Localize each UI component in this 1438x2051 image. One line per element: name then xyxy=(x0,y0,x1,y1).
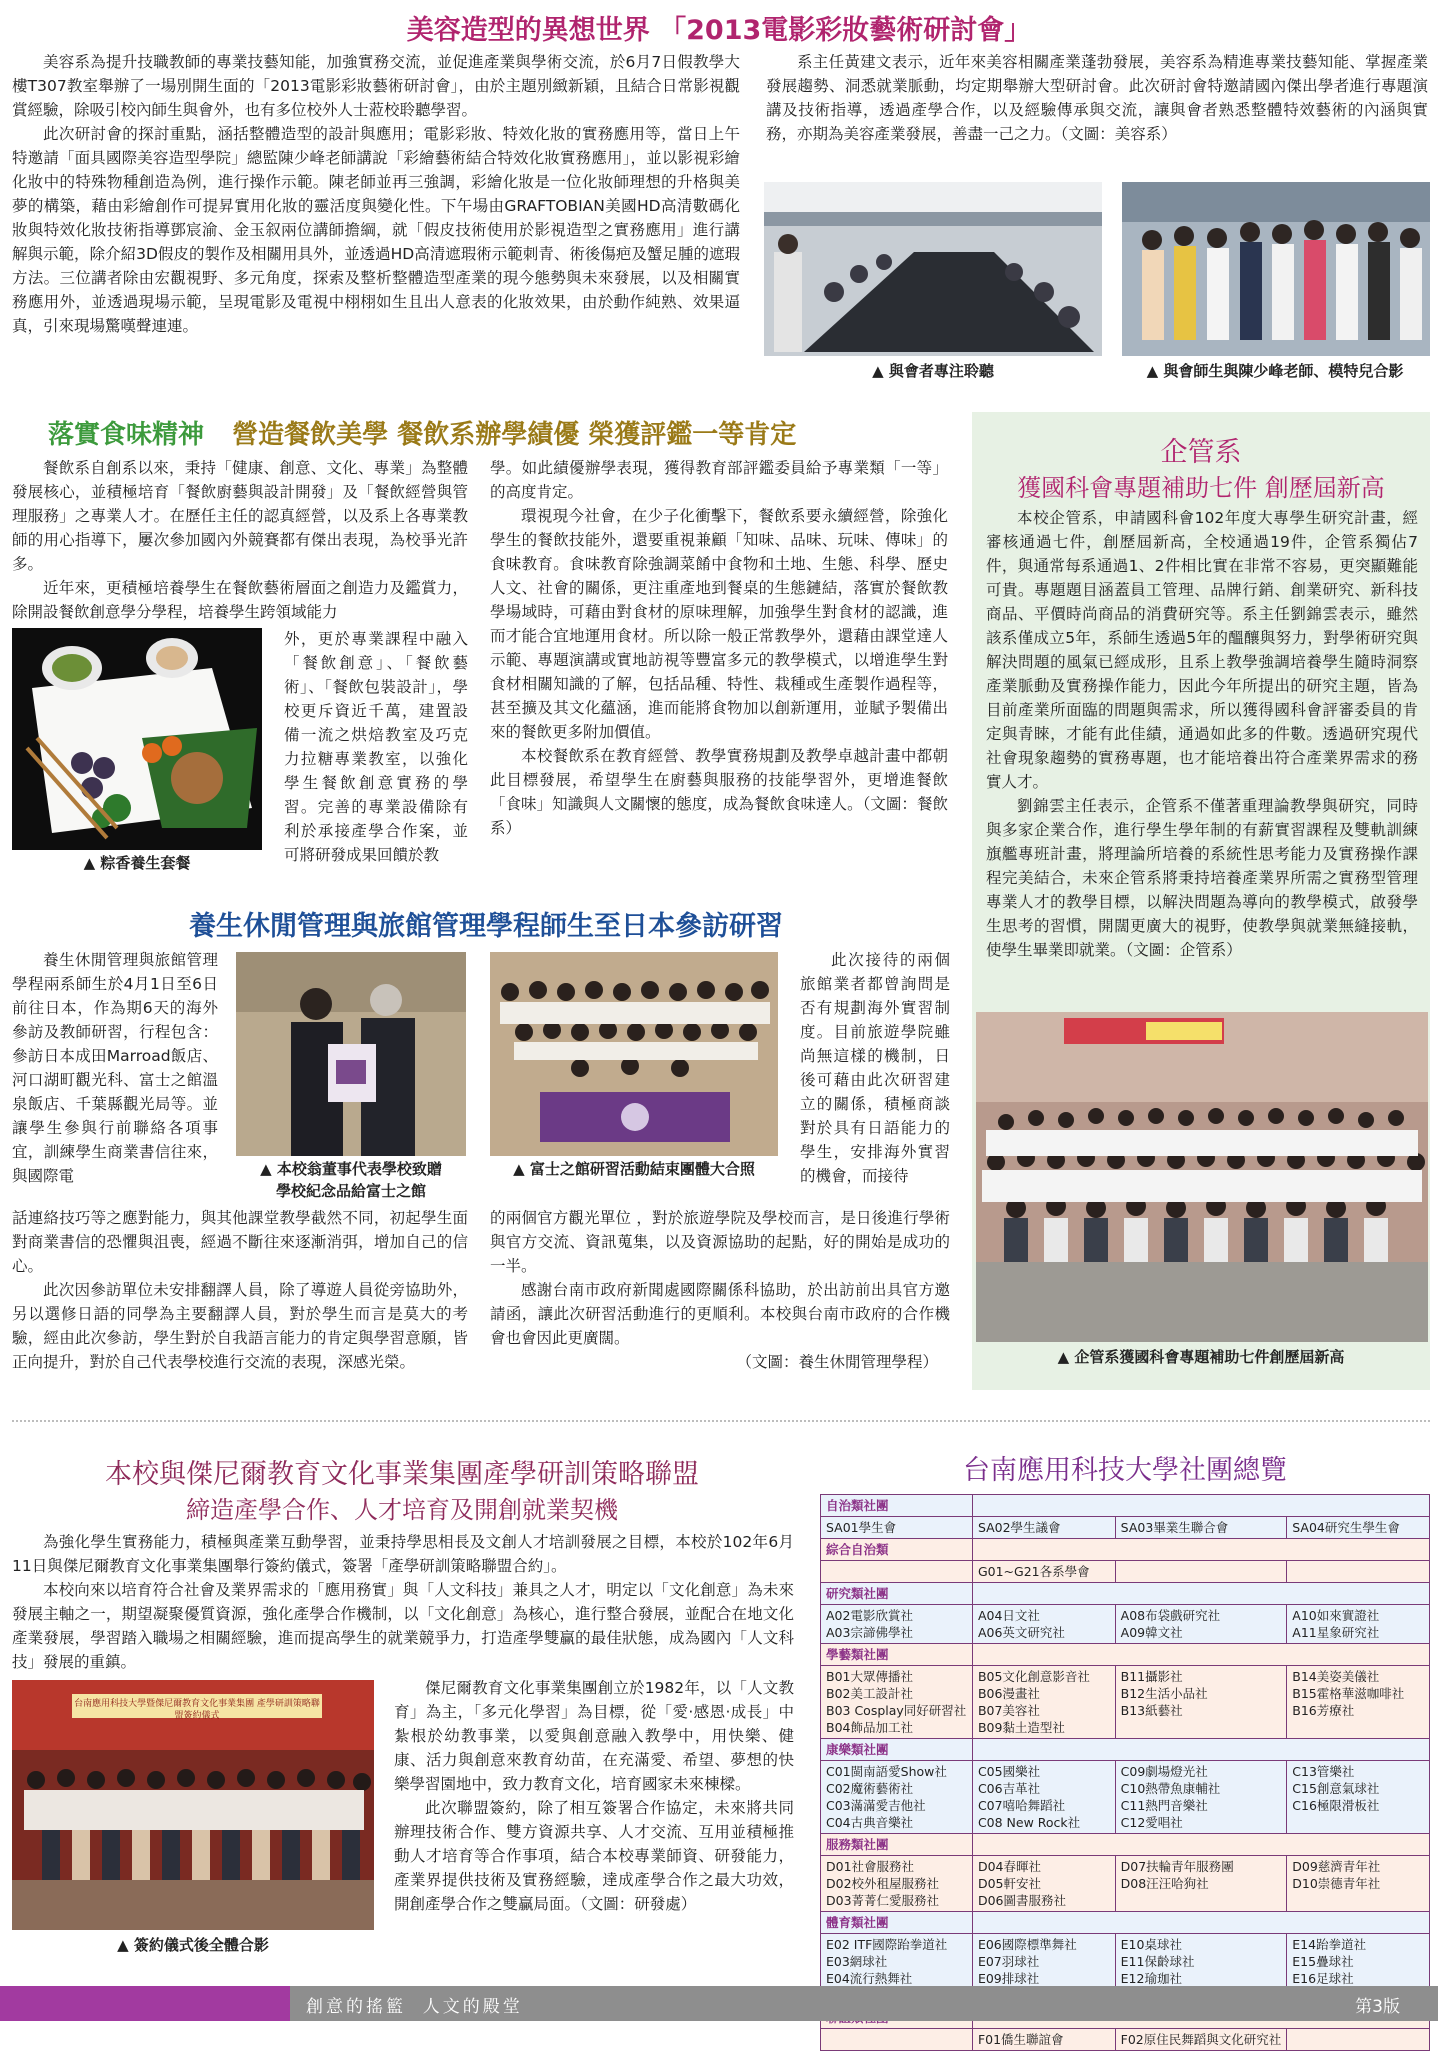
club-cell xyxy=(972,1561,1115,1583)
club-category-label: 體育類社團 xyxy=(821,1912,973,1934)
footer-page-number: 第3版 xyxy=(1355,1997,1400,2017)
club-name xyxy=(826,2031,967,2048)
club-name: E02 ITF國際跆拳道社 xyxy=(826,1937,948,1952)
club-category-spacer xyxy=(972,1644,1429,1666)
club-name: B15霍格華滋咖啡社 xyxy=(1292,1686,1405,1701)
club-name xyxy=(1292,2031,1424,2048)
club-category-label: 綜合自治類 xyxy=(821,1539,973,1561)
club-name: D01社會服務社 xyxy=(826,1859,915,1874)
article-title-japan-visit: 養生休閒管理與旅館管理學程師生至日本參訪研習 xyxy=(189,911,783,942)
club-category-row xyxy=(821,1912,1430,1934)
paragraph: 此次聯盟簽約，除了相互簽署合作協定，未來將共同辦理技術合作、雙方資源共享、人才交流、互用並積極推動人才培育等合作事項，結合本校專業師資、研發能力，產業界提供技術及實務經驗，達成產學合作之最大功效，開創產學合作之雙贏局面。（文圖：研發處） xyxy=(394,1799,794,1913)
club-row xyxy=(821,1561,1430,1583)
paragraph: 近年來，更積極培養學生在餐飲藝術層面之創造力及鑑賞力，除開設餐飲創意學分學程，培養學生跨領域能力 xyxy=(12,579,468,621)
club-name: B14美姿美儀社 xyxy=(1292,1669,1380,1684)
paragraph: 此次接待的兩個旅館業者都曾詢問是否有規劃海外實習制度。目前旅遊學院雖尚無這樣的機制，日後可藉由此次研習建立的關係，積極商談對於具有日語能力的學生，安排海外實習的機會，而接待 xyxy=(800,951,950,1185)
article-body-jenier-right xyxy=(394,1676,794,1964)
club-name: C05國樂社 xyxy=(977,1764,1041,1779)
club-name: B06漫畫社 xyxy=(977,1686,1040,1701)
club-category-row xyxy=(821,1739,1430,1761)
club-table-title: 台南應用科技大學社團總覽 xyxy=(963,1455,1287,1486)
paragraph: 外，更於專業課程中融入「餐飲創意」、「餐飲藝術」、「餐飲包裝設計」，學校更斥資近千萬，建置設備一流之烘焙教室及巧克力拉糖專業教室，以強化學生餐飲創意實務的學習。完善的專業設備除有利於承接產學合作案，並可將研發成果回饋於教 xyxy=(284,630,468,864)
club-cell xyxy=(1115,1605,1287,1644)
club-name: E14跆拳道社 xyxy=(1292,1937,1367,1952)
article-body-jenier-top xyxy=(12,1530,794,1674)
club-name: C08 New Rock社 xyxy=(977,1815,1081,1830)
article-body-business xyxy=(986,506,1418,1000)
club-name: D07扶輪青年服務團 xyxy=(1120,1859,1234,1874)
club-name: A06英文研究社 xyxy=(977,1625,1065,1640)
club-name: C12愛唱社 xyxy=(1120,1815,1183,1830)
club-name: B11攝影社 xyxy=(1120,1669,1183,1684)
photo-business-students xyxy=(976,1012,1428,1342)
club-cell xyxy=(1287,1761,1430,1834)
photo-gift-presentation xyxy=(236,952,466,1156)
club-cell xyxy=(1115,2029,1287,2051)
paragraph: 本校企管系，申請國科會102年度大專學生研究計畫，經審核通過七件，創歷屆新高，全校通過19件，企管系獨佔7件，與通常每系通過1、2件相比實在非常不容易，更突顯難能可貴。專題題目涵蓋員工管理、品牌行銷、創業研究、新科技商品、平價時尚商品的消費研究等。系主任劉錦雲表示，雖然該系僅成立5年，系師生透過5年的醞釀與努力，對學術研究與解決問題的風氣已經成形，且系上教學強調培養學生隨時洞察產業脈動及實務操作能力，因此今年所提出的研究主題，皆為目前產業所面臨的問題與需求，所以獲得國科會評審委員的肯定與青睞，才能有此佳績，通過如此多的件數。透過研究現代社會現象趨勢的實務專題，也才能培養出符合產業界需求的務實人才。 xyxy=(986,509,1418,791)
article-body-culinary-col2 xyxy=(490,456,948,858)
paragraph: 話連絡技巧等之應對能力，與其他課堂教學截然不同，初起學生面對商業書信的恐懼與沮喪，經過不斷往來逐漸消弭，增加自己的信心。 xyxy=(12,1209,468,1275)
club-cell xyxy=(821,1605,973,1644)
article-title-business-2: 獲國科會專題補助七件 創歷屆新高 xyxy=(1017,474,1385,502)
club-cell xyxy=(821,1517,973,1539)
club-name: B01大眾傳播社 xyxy=(826,1669,913,1684)
photo-caption: ▲ 企管系獲國科會專題補助七件創歷屆新高 xyxy=(1057,1348,1345,1366)
club-name: B07美容社 xyxy=(977,1703,1040,1718)
club-category-row xyxy=(821,1834,1430,1856)
paragraph: 環視現今社會，在少子化衝擊下，餐飲系要永續經營，除強化學生的餐飲技能外，還要重視兼顧「知味、品味、玩味、傳味」的食味教育。食味教育除強調菜餚中食物和土地、生態、科學、歷史人文、社會的關係，更注重產地到餐桌的生態鏈結，落實於餐飲教學場域時，可藉由對食材的原味理解，加強學生對食材的認識，進而才能合宜地運用食材。所以除一般正常教學外，還藉由課堂達人示範、專題演講或實地訪視等豐富多元的教學模式，以增進學生對食材相關知識的了解，包括品種、特性、栽種或生產製作過程等，甚至擴及其文化蘊涵，進而能將食物加以創新運用，並賦予製備出來的餐飲更多附加價值。 xyxy=(490,507,948,741)
club-name: A03宗諦佛學社 xyxy=(826,1625,913,1640)
club-category-spacer xyxy=(972,1912,1429,1934)
club-name: E11保齡球社 xyxy=(1120,1954,1195,1969)
club-cell xyxy=(972,1761,1115,1834)
club-cell xyxy=(821,1666,973,1739)
club-name: E03網球社 xyxy=(826,1954,888,1969)
club-name: E04流行熱舞社 xyxy=(826,1971,913,1986)
title-part: 營造餐飲美學 餐飲系辦學績優 榮獲評鑑一等肯定 xyxy=(232,420,797,450)
club-name: B04飾品加工社 xyxy=(826,1720,913,1735)
club-category-spacer xyxy=(972,1539,1429,1561)
club-name: D09慈濟青年社 xyxy=(1292,1859,1381,1874)
club-name: C11熱門音樂社 xyxy=(1120,1798,1208,1813)
club-cell xyxy=(1287,1517,1430,1539)
club-name: C04古典音樂社 xyxy=(826,1815,914,1830)
club-row xyxy=(821,2029,1430,2051)
article-title-jenier-1: 本校與傑尼爾教育文化事業集團產學研訓策略聯盟 xyxy=(105,1459,699,1490)
club-name xyxy=(1292,1563,1424,1580)
footer-slogan: 創意的搖籃 人文的殿堂 xyxy=(306,1997,523,2017)
club-name: C07嘻哈舞蹈社 xyxy=(977,1798,1066,1813)
club-name: B09黏土造型社 xyxy=(977,1720,1065,1735)
club-name: E06國際標準舞社 xyxy=(977,1937,1077,1952)
club-name: C16極限滑板社 xyxy=(1292,1798,1380,1813)
club-name: C15創意氣球社 xyxy=(1292,1781,1380,1796)
club-name: D04春暉社 xyxy=(977,1859,1041,1874)
paragraph: 美容系為提升技職教師的專業技藝知能，加強實務交流，並促進產業與學術交流，於6月7日假教學大樓T307教室舉辦了一場別開生面的「2013電影彩妝藝術研討會」，由於主題別緻新穎，且結合日常影視觀賞經驗，除吸引校內師生與會外，也有多位校外人士蒞校聆聽學習。 xyxy=(12,53,740,119)
club-name: D10崇德青年社 xyxy=(1292,1876,1381,1891)
club-name: C13管樂社 xyxy=(1292,1764,1355,1779)
article-credit-japan: （文圖：養生休閒管理學程） xyxy=(736,1353,938,1371)
title-part: 落實食味精神 xyxy=(48,420,205,450)
club-name: D03菁菁仁愛服務社 xyxy=(826,1893,940,1908)
photo-group-with-teacher xyxy=(1122,182,1430,356)
paragraph: 感謝台南市政府新聞處國際關係科協助，於出訪前出具官方邀請函，讓此次研習活動進行的更順利。本校與台南市政府的合作機會也會因此更廣闊。 xyxy=(490,1281,950,1347)
photo-caption: ▲ 與會師生與陳少峰老師、模特兒合影 xyxy=(1146,362,1404,380)
paragraph: 的兩個官方觀光單位 ，對於旅遊學院及學校而言，是日後進行學術與官方交流、資訊蒐集，以及資源協助的起點，好的開始是成功的一半。 xyxy=(490,1209,950,1275)
club-cell xyxy=(1115,1517,1287,1539)
club-cell xyxy=(972,1605,1115,1644)
club-name: A09韓文社 xyxy=(1120,1625,1183,1640)
club-name: D08汪汪哈狗社 xyxy=(1120,1876,1209,1891)
club-cell xyxy=(1287,1666,1430,1739)
club-cell xyxy=(1287,1605,1430,1644)
club-name xyxy=(826,1563,967,1580)
paragraph: 此次研討會的探討重點，涵括整體造型的設計與應用；電影彩妝、特效化妝的實務應用等，當日上午特邀請「面具國際美容造型學院」總監陳少峰老師講說「彩繪藝術結合特效化妝實務應用」，並以影視彩繪化妝中的特殊物種創造為例，進行操作示範。陳老師並再三強調，彩繪化妝是一位化妝師理想的升格與美夢的構築，藉由彩繪創作可提昇實用化妝的靈活度與變化性。下午場由GRAFTOBIAN美國HD高清數碼化妝與特效化妝技術指導鄧宸渝、金玉叙兩位講師擔綱，就「假皮技術使用於影視造型之實務應用」進行講解與示範，除介紹3D假皮的製作及相關用具外，並透過HD高清遮瑕術示範刺青、術後傷疤及蟹足腫的遮瑕方法。三位講者除由宏觀視野、多元角度，探索及整析整體造型產業的現今態勢與未來發展，以及相關實務應用外，並透過現場示範，呈現電影及電視中栩栩如生且出人意表的化妝效果，由於動作純熟、效果逼真，引來現場驚嘆聲連連。 xyxy=(12,125,740,335)
article-title-business-1: 企管系 xyxy=(1160,437,1242,468)
club-name: E09排球社 xyxy=(977,1971,1040,1986)
photo-caption: ▲ 本校翁董事代表學校致贈 xyxy=(260,1160,442,1178)
paragraph: 餐飲系自創系以來，秉持「健康、創意、文化、專業」為整體發展核心，並積極培育「餐飲廚藝與設計開發」及「餐飲經營與管理服務」之專業人才。在歷任主任的認真經營，以及系上各專業教師的用心指導下，屢次參加國內外競賽都有傑出表現，為校爭光許多。 xyxy=(12,459,468,573)
club-category-row xyxy=(821,1583,1430,1605)
club-name: B16芳療社 xyxy=(1292,1703,1355,1718)
photo-group-fuji-hotel xyxy=(490,952,778,1156)
club-name: E07羽球社 xyxy=(977,1954,1040,1969)
club-cell xyxy=(821,1856,973,1912)
club-table xyxy=(820,1494,1430,2051)
club-name: B05文化創意影音社 xyxy=(977,1669,1090,1684)
club-name: A08布袋戲研究社 xyxy=(1120,1608,1221,1623)
club-name: A04日文社 xyxy=(977,1608,1040,1623)
club-name: A11星象研究社 xyxy=(1292,1625,1380,1640)
photo-caption: ▲ 簽約儀式後全體合影 xyxy=(117,1936,269,1954)
club-category-spacer xyxy=(972,1583,1429,1605)
club-cell xyxy=(972,1517,1115,1539)
photo-caption: ▲ 富士之館研習活動結束團體大合照 xyxy=(513,1160,755,1178)
club-name: E16足球社 xyxy=(1292,1971,1354,1986)
club-row xyxy=(821,1856,1430,1912)
photo-caption: ▲ 粽香養生套餐 xyxy=(83,854,191,872)
club-cell xyxy=(821,1561,973,1583)
club-cell xyxy=(1115,1856,1287,1912)
club-name: C10熱帶魚康輔社 xyxy=(1120,1781,1221,1796)
club-cell xyxy=(1287,1856,1430,1912)
footer-bar xyxy=(0,1986,1438,2021)
club-cell xyxy=(1287,1561,1430,1583)
club-cell xyxy=(972,1856,1115,1912)
club-category-label: 服務類社團 xyxy=(821,1834,973,1856)
photo-caption: 學校紀念品給富士之館 xyxy=(275,1182,426,1200)
club-category-spacer xyxy=(972,1495,1429,1517)
club-cell xyxy=(821,2029,973,2051)
club-name: D06圖書服務社 xyxy=(977,1893,1066,1908)
club-name: C06吉革社 xyxy=(977,1781,1041,1796)
club-cell xyxy=(972,2029,1115,2051)
club-category-spacer xyxy=(972,1834,1429,1856)
club-name: D05軒安社 xyxy=(977,1876,1041,1891)
article-body-japan-left-bottom xyxy=(12,1206,468,1398)
club-name: A10如來實證社 xyxy=(1292,1608,1380,1623)
section-divider xyxy=(12,1420,1430,1422)
club-name: C03滿滿愛吉他社 xyxy=(826,1798,926,1813)
club-name: E15疊球社 xyxy=(1292,1954,1354,1969)
footer-accent xyxy=(0,1986,290,2021)
club-cell xyxy=(1115,1761,1287,1834)
article-body-japan-col4 xyxy=(800,948,950,1204)
club-category-label: 研究類社團 xyxy=(821,1583,973,1605)
paragraph: 養生休閒管理與旅館管理學程兩系師生於4月1日至6日前往日本，作為期6天的海外參訪及教師研習，行程包含：參訪日本成田Marroad飯店、河口湖町觀光科、富士之館溫泉飯店、千葉縣觀光局等。並讓學生參與行前聯絡各項事宜，訓練學生商業書信往來，與國際電 xyxy=(12,951,218,1185)
article-body-japan-col1 xyxy=(12,948,218,1204)
club-cell xyxy=(821,1761,973,1834)
club-name: SA03畢業生聯合會 xyxy=(1120,1520,1229,1535)
club-name: E10桌球社 xyxy=(1120,1937,1182,1952)
club-name: C01閩南語愛Show社 xyxy=(826,1764,947,1779)
club-name: D02校外租屋服務社 xyxy=(826,1876,940,1891)
club-name: F02原住民舞蹈與文化研究社 xyxy=(1120,2032,1282,2047)
club-category-label: 自治類社團 xyxy=(821,1495,973,1517)
article-body-makeup-right xyxy=(766,50,1428,172)
article-body-makeup-left xyxy=(12,50,740,380)
club-name: E12瑜珈社 xyxy=(1120,1971,1182,1986)
article-body-culinary-col1-side xyxy=(284,627,468,875)
paragraph: 系主任黃建文表示，近年來美容相關產業蓬勃發展，美容系為精進專業技藝知能、掌握產業發展趨勢、洞悉就業脈動，均定期舉辦大型研討會。此次研討會特邀請國內傑出學者進行專題演講及技術指導，透過產學合作，以及經驗傳承與交流，讓與會者熟悉整體特效藝術的內涵與實務，亦期為美容產業發展，善盡一己之力。（文圖：美容系） xyxy=(766,53,1428,143)
photo-signing-ceremony xyxy=(12,1680,374,1930)
paragraph: 傑尼爾教育文化事業集團創立於1982年，以「人文教育」為主，「多元化學習」為目標，從「愛‧感恩‧成長」中紮根於幼教事業，以愛與創意融入教學中，用快樂、健康、活力與創意來教育幼苗，在充滿愛、希望、夢想的快樂學習園地中，致力教育文化，培育國家未來棟樑。 xyxy=(394,1679,794,1793)
club-cell xyxy=(1115,1666,1287,1739)
club-name: SA01學生會 xyxy=(826,1520,897,1535)
club-name: B12生活小品社 xyxy=(1120,1686,1208,1701)
club-category-row xyxy=(821,1644,1430,1666)
club-table-grid xyxy=(820,1494,1430,2051)
club-cell xyxy=(1287,2029,1430,2051)
club-category-row xyxy=(821,1539,1430,1561)
club-name: F01僑生聯誼會 xyxy=(977,2032,1064,2047)
club-category-label: 學藝類社團 xyxy=(821,1644,973,1666)
club-row xyxy=(821,1666,1430,1739)
photo-seminar-audience xyxy=(764,182,1102,356)
article-body-japan-right-bottom xyxy=(490,1206,950,1350)
photo-zongzi-set-meal xyxy=(12,628,262,850)
club-name: B13紙藝社 xyxy=(1120,1703,1183,1718)
club-row xyxy=(821,1761,1430,1834)
paragraph: 本校餐飲系在教育經營、教學實務規劃及教學卓越計畫中都朝此目標發展，希望學生在廚藝與服務的技能學習外，更增進餐飲「食味」知識與人文關懷的態度，成為餐飲食味達人。（文圖：餐飲系） xyxy=(490,747,948,837)
club-name: B03 Cosplay同好研習社 xyxy=(826,1703,967,1718)
photo-banner-text: 台南應用科技大學暨傑尼爾教育文化事業集團 產學研訓策略聯盟簽約儀式 xyxy=(74,1699,320,1721)
club-cell xyxy=(1115,1561,1287,1583)
article-title-makeup: 美容造型的異想世界 「2013電影彩妝藝術研討會」 xyxy=(406,15,1032,46)
club-name: G01~G21各系學會 xyxy=(977,1564,1090,1579)
paragraph: 劉錦雲主任表示，企管系不僅著重理論教學與研究，同時與多家企業合作，進行學生學年制的有薪實習課程及雙軌訓練旗艦專班計畫，將理論所培養的系統性思考能力及實務操作課程完美結合，未來企管系將秉持培養產業界所需之實務型管理專業人才的教學目標，以解決問題為導向的教學模式，啟發學生思考的習慣，開闊更廣大的視野，使教學與就業無縫接軌，使學生畢業即就業。（文圖：企管系） xyxy=(986,797,1418,959)
club-category-row xyxy=(821,1495,1430,1517)
paragraph: 本校向來以培育符合社會及業界需求的「應用務實」與「人文科技」兼具之人才，明定以「文化創意」為未來發展主軸之一，期望凝聚優質資源，強化產學合作機制，以「文化創意」為核心，進行整合發展，並配合在地文化產業發展，學習踏入職場之相關經驗，進而提高學生的就業競爭力，打造產學雙贏的最佳狀態，成為國內「人文科技」發展的重鎮。 xyxy=(12,1581,794,1671)
club-row xyxy=(821,1605,1430,1644)
club-name: A02電影欣賞社 xyxy=(826,1608,913,1623)
club-name: C02魔術藝術社 xyxy=(826,1781,914,1796)
article-title-jenier-2: 締造產學合作、人才培育及開創就業契機 xyxy=(186,1496,618,1524)
article-title-culinary xyxy=(48,414,918,451)
club-name xyxy=(1121,1563,1282,1580)
club-cell xyxy=(972,1666,1115,1739)
paragraph: 學。如此績優辦學表現，獲得教育部評鑑委員給予專業類「一等」的高度肯定。 xyxy=(490,459,948,501)
club-row xyxy=(821,1517,1430,1539)
paragraph: 為強化學生實務能力，積極與產業互動學習，並秉持學思相長及文創人才培訓發展之目標，本校於102年6月11日與傑尼爾教育文化事業集團舉行簽約儀式，簽署「產學研訓策略聯盟合約」。 xyxy=(12,1533,794,1575)
club-category-label: 康樂類社團 xyxy=(821,1739,973,1761)
article-body-culinary-col1-top xyxy=(12,456,468,624)
club-name: B02美工設計社 xyxy=(826,1686,913,1701)
club-name: C09劇場燈光社 xyxy=(1120,1764,1208,1779)
paragraph: 此次因參訪單位未安排翻譯人員，除了導遊人員從旁協助外，另以選修日語的同學為主要翻譯人員，對於學生而言是莫大的考驗，經由此次參訪，學生對於自我語言能力的肯定與學習意願，皆正向提升，對於自己代表學校進行交流的表現，深感光榮。 xyxy=(12,1281,468,1371)
photo-caption: ▲ 與會者專注聆聽 xyxy=(872,362,994,380)
club-name: SA04研究生學生會 xyxy=(1292,1520,1400,1535)
club-category-spacer xyxy=(972,1739,1429,1761)
club-name: SA02學生議會 xyxy=(977,1520,1061,1535)
